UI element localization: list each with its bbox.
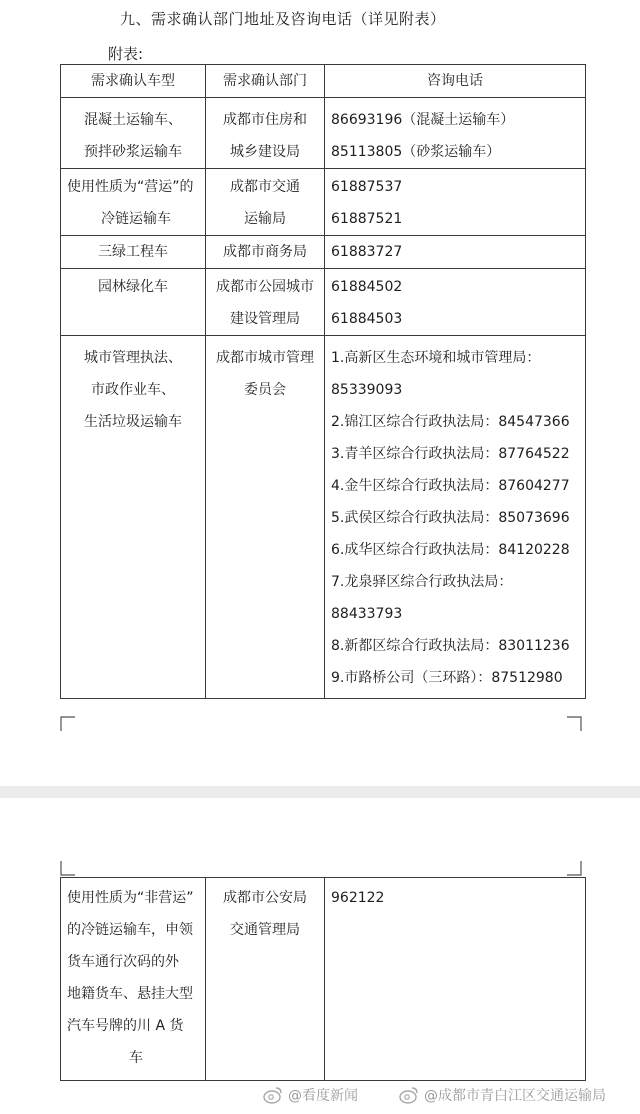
appendix-label: 附表: xyxy=(108,45,144,63)
vehicle-type-cell: 使用性质为“非营运” 的冷链运输车，申领 货车通行次码的外 地籍货车、悬挂大型 汽车号牌的川 A 货 车 xyxy=(61,878,206,1081)
table-row xyxy=(61,269,586,336)
vehicle-type-cell: 园林绿化车 xyxy=(61,269,206,336)
department-cell: 成都市住房和 城乡建设局 xyxy=(206,98,325,169)
watermark-left xyxy=(262,1084,358,1106)
page-corner-mark-top-right xyxy=(566,860,582,876)
phone-cell: 61884502 61884503 xyxy=(325,269,586,336)
department-cell: 成都市公园城市 建设管理局 xyxy=(206,269,325,336)
phone-cell: 1.高新区生态环境和城市管理局： 85339093 2.锦江区综合行政执法局：84547366 3.青羊区综合行政执法局：87764522 4.金牛区综合行政执法局：87604277 5.武侯区综合行政执法局：85073696 6.成华区综合行政执法局：84120228 7.龙泉驿区综合行政执法局： 88433793 8.新都区综合行政执法局：83011236 9.市路桥公司（三环路）：87512980 xyxy=(325,336,586,699)
contact-table-continued xyxy=(60,877,586,1081)
page-corner-mark-top-left xyxy=(60,860,76,876)
header-phone: 咨询电话 xyxy=(325,65,586,98)
watermark-left-text: @看度新闻 xyxy=(288,1088,358,1104)
watermark-right xyxy=(398,1084,606,1106)
vehicle-type-cell: 混凝土运输车、 预拌砂浆运输车 xyxy=(61,98,206,169)
watermark-right-text: @成都市青白江区交通运输局 xyxy=(424,1088,606,1104)
vehicle-type-cell: 三绿工程车 xyxy=(61,236,206,269)
vehicle-type-cell: 使用性质为“营运”的 冷链运输车 xyxy=(61,169,206,236)
page-break-gap xyxy=(0,786,640,798)
section-heading: 九、需求确认部门地址及咨询电话（详见附表） xyxy=(120,10,446,28)
phone-cell: 61883727 xyxy=(325,236,586,269)
contact-table xyxy=(60,64,586,699)
weibo-logo-icon xyxy=(398,1084,420,1106)
page-corner-mark-bottom-left xyxy=(60,716,76,732)
table-row xyxy=(61,878,586,1081)
phone-cell: 61887537 61887521 xyxy=(325,169,586,236)
header-department: 需求确认部门 xyxy=(206,65,325,98)
page-corner-mark-bottom-right xyxy=(566,716,582,732)
table-row xyxy=(61,169,586,236)
department-cell: 成都市交通 运输局 xyxy=(206,169,325,236)
phone-cell: 86693196（混凝土运输车） 85113805（砂浆运输车） xyxy=(325,98,586,169)
department-cell: 成都市城市管理 委员会 xyxy=(206,336,325,699)
table-row xyxy=(61,336,586,699)
header-vehicle-type: 需求确认车型 xyxy=(61,65,206,98)
phone-cell: 962122 xyxy=(325,878,586,1081)
department-cell: 成都市公安局 交通管理局 xyxy=(206,878,325,1081)
table-row xyxy=(61,98,586,169)
vehicle-type-cell: 城市管理执法、 市政作业车、 生活垃圾运输车 xyxy=(61,336,206,699)
table-row xyxy=(61,236,586,269)
table-header-row xyxy=(61,65,586,98)
weibo-logo-icon xyxy=(262,1084,284,1106)
department-cell: 成都市商务局 xyxy=(206,236,325,269)
